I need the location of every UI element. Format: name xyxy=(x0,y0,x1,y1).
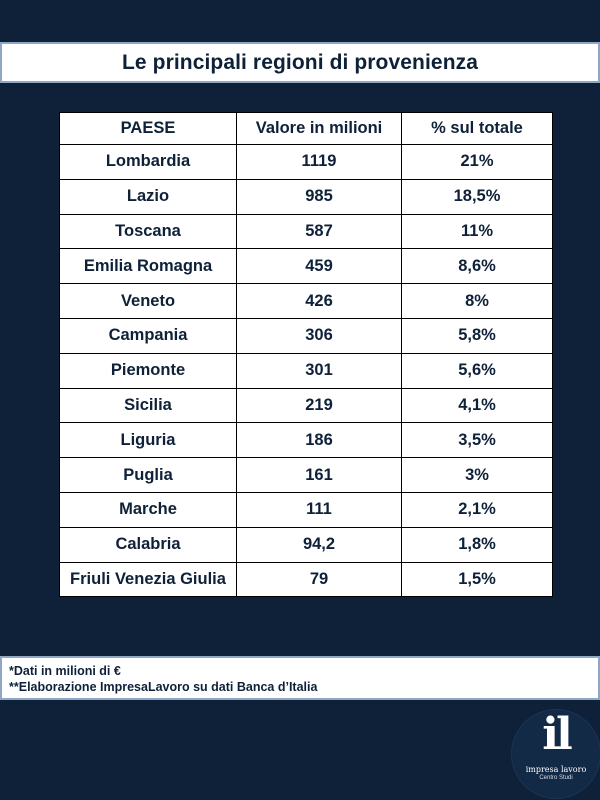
cell-percent: 8% xyxy=(402,284,553,319)
logo-mark: il xyxy=(542,709,570,760)
cell-region: Lombardia xyxy=(60,145,237,180)
footnote-source: **Elaborazione ImpresaLavoro su dati Banca d’Italia xyxy=(9,680,318,694)
regions-table xyxy=(59,112,553,597)
table-row xyxy=(60,284,553,319)
column-header-percent: % sul totale xyxy=(402,113,553,145)
cell-value: 459 xyxy=(237,249,402,284)
cell-value: 111 xyxy=(237,492,402,527)
table-row xyxy=(60,214,553,249)
footnote-currency: *Dati in milioni di € xyxy=(9,664,121,678)
cell-percent: 18,5% xyxy=(402,179,553,214)
cell-percent: 21% xyxy=(402,145,553,180)
cell-region: Emilia Romagna xyxy=(60,249,237,284)
cell-value: 79 xyxy=(237,562,402,597)
table-row xyxy=(60,562,553,597)
page-title: Le principali regioni di provenienza xyxy=(122,50,478,74)
cell-value: 186 xyxy=(237,423,402,458)
table-row xyxy=(60,249,553,284)
table-row xyxy=(60,145,553,180)
logo-name: impresa lavoro xyxy=(525,765,587,774)
table-row xyxy=(60,388,553,423)
table-row xyxy=(60,458,553,493)
cell-region: Calabria xyxy=(60,527,237,562)
footnotes-panel xyxy=(0,656,600,700)
cell-percent: 11% xyxy=(402,214,553,249)
cell-value: 587 xyxy=(237,214,402,249)
cell-region: Veneto xyxy=(60,284,237,319)
cell-percent: 2,1% xyxy=(402,492,553,527)
cell-region: Friuli Venezia Giulia xyxy=(60,562,237,597)
cell-region: Toscana xyxy=(60,214,237,249)
cell-region: Liguria xyxy=(60,423,237,458)
cell-percent: 1,5% xyxy=(402,562,553,597)
cell-region: Sicilia xyxy=(60,388,237,423)
table-row xyxy=(60,353,553,388)
cell-percent: 5,6% xyxy=(402,353,553,388)
cell-percent: 5,8% xyxy=(402,318,553,353)
cell-value: 94,2 xyxy=(237,527,402,562)
cell-value: 301 xyxy=(237,353,402,388)
table-row xyxy=(60,423,553,458)
cell-value: 985 xyxy=(237,179,402,214)
title-banner xyxy=(0,42,600,83)
cell-percent: 3% xyxy=(402,458,553,493)
column-header-value: Valore in milioni xyxy=(237,113,402,145)
cell-percent: 3,5% xyxy=(402,423,553,458)
logo-subtitle: Centro Studi xyxy=(539,775,573,781)
cell-percent: 8,6% xyxy=(402,249,553,284)
cell-value: 426 xyxy=(237,284,402,319)
cell-region: Marche xyxy=(60,492,237,527)
cell-region: Campania xyxy=(60,318,237,353)
table-row xyxy=(60,492,553,527)
table-header-row xyxy=(60,113,553,145)
cell-percent: 4,1% xyxy=(402,388,553,423)
cell-region: Lazio xyxy=(60,179,237,214)
cell-percent: 1,8% xyxy=(402,527,553,562)
impresalavoro-logo xyxy=(511,709,600,799)
cell-value: 1119 xyxy=(237,145,402,180)
table-row xyxy=(60,318,553,353)
cell-value: 306 xyxy=(237,318,402,353)
table-body xyxy=(60,145,553,597)
cell-region: Piemonte xyxy=(60,353,237,388)
table-row xyxy=(60,527,553,562)
cell-region: Puglia xyxy=(60,458,237,493)
cell-value: 219 xyxy=(237,388,402,423)
cell-value: 161 xyxy=(237,458,402,493)
table-row xyxy=(60,179,553,214)
column-header-region: PAESE xyxy=(60,113,237,145)
